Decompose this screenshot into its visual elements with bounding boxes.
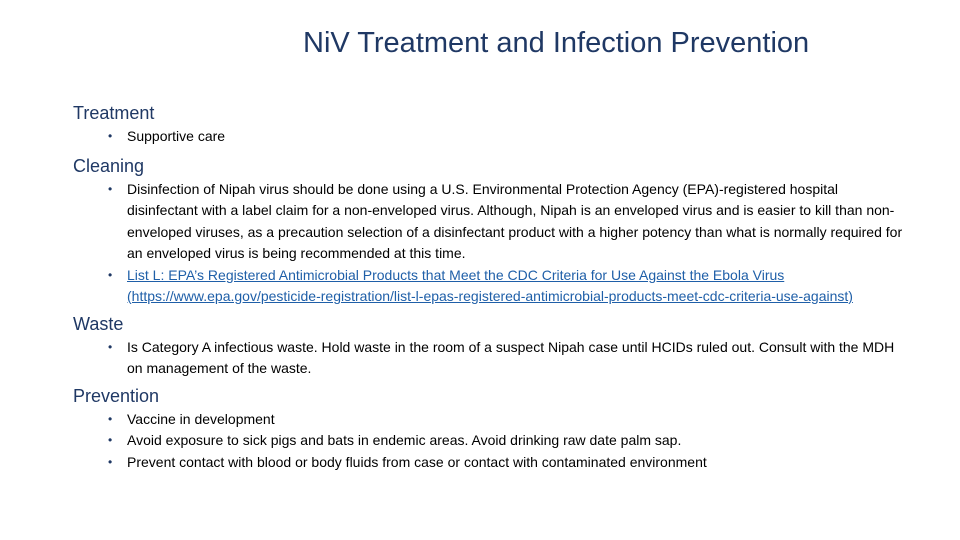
list-item: [108, 337, 903, 380]
bullet-icon: •: [108, 129, 113, 143]
section-heading-treatment: Treatment: [73, 103, 155, 123]
list-item-text: Avoid exposure to sick pigs and bats in endemic areas. Avoid drinking raw date palm sap.: [127, 432, 682, 448]
list-item: [108, 430, 903, 452]
bullet-icon: •: [108, 433, 113, 447]
list-item: [108, 409, 903, 431]
epa-list-l-link[interactable]: List L: EPA’s Registered Antimicrobial Products that Meet the CDC Criteria for Use Against the Ebola Virus (https://www.epa.gov/pesticide-registration/list-l-epas-registered-antimicrobial-products-meet-cdc-criteria-use-against): [127, 266, 853, 304]
slide-content: [73, 102, 903, 473]
bullet-icon: •: [108, 339, 113, 354]
list-item-text: Prevent contact with blood or body fluids from case or contact with contaminated environment: [127, 453, 707, 470]
section-prevention: [73, 385, 903, 474]
list-item-text: Is Category A infectious waste. Hold waste in the room of a suspect Nipah case until HCIDs ruled out. Consult with the MDH on management of the waste.: [127, 338, 895, 376]
bullet-icon: •: [108, 411, 113, 426]
section-treatment: [73, 102, 903, 148]
section-cleaning: [73, 155, 903, 308]
bullet-list-waste: [73, 337, 903, 380]
list-item: [108, 179, 903, 265]
section-heading-cleaning: Cleaning: [73, 155, 145, 176]
slide-title: NiV Treatment and Infection Prevention: [303, 27, 810, 59]
list-item-text: Vaccine in development: [127, 410, 275, 427]
section-waste: [73, 313, 903, 380]
bullet-list-prevention: [73, 409, 903, 474]
bullet-icon: •: [108, 454, 113, 469]
section-heading-prevention: Prevention: [73, 385, 160, 406]
bullet-icon: •: [108, 181, 113, 196]
list-item-text: Disinfection of Nipah virus should be done using a U.S. Environmental Protection Agency (EPA)-registered hospital disinfectant with a label claim for a non-enveloped virus. Although, Nipah is an enveloped virus and is easier to kill than non-enveloped viruses, as a precaution selection of a disinfectant product with a higher potency than what is normally required for an enveloped virus is being recommended at this time.: [127, 180, 903, 261]
section-heading-waste: Waste: [73, 313, 124, 334]
bullet-list-cleaning: [73, 179, 903, 308]
list-item: [108, 126, 903, 148]
list-item: [108, 265, 903, 308]
bullet-list-treatment: [73, 126, 903, 148]
list-item-text: Supportive care: [127, 128, 226, 144]
bullet-icon: •: [108, 267, 113, 282]
list-item: [108, 452, 903, 474]
